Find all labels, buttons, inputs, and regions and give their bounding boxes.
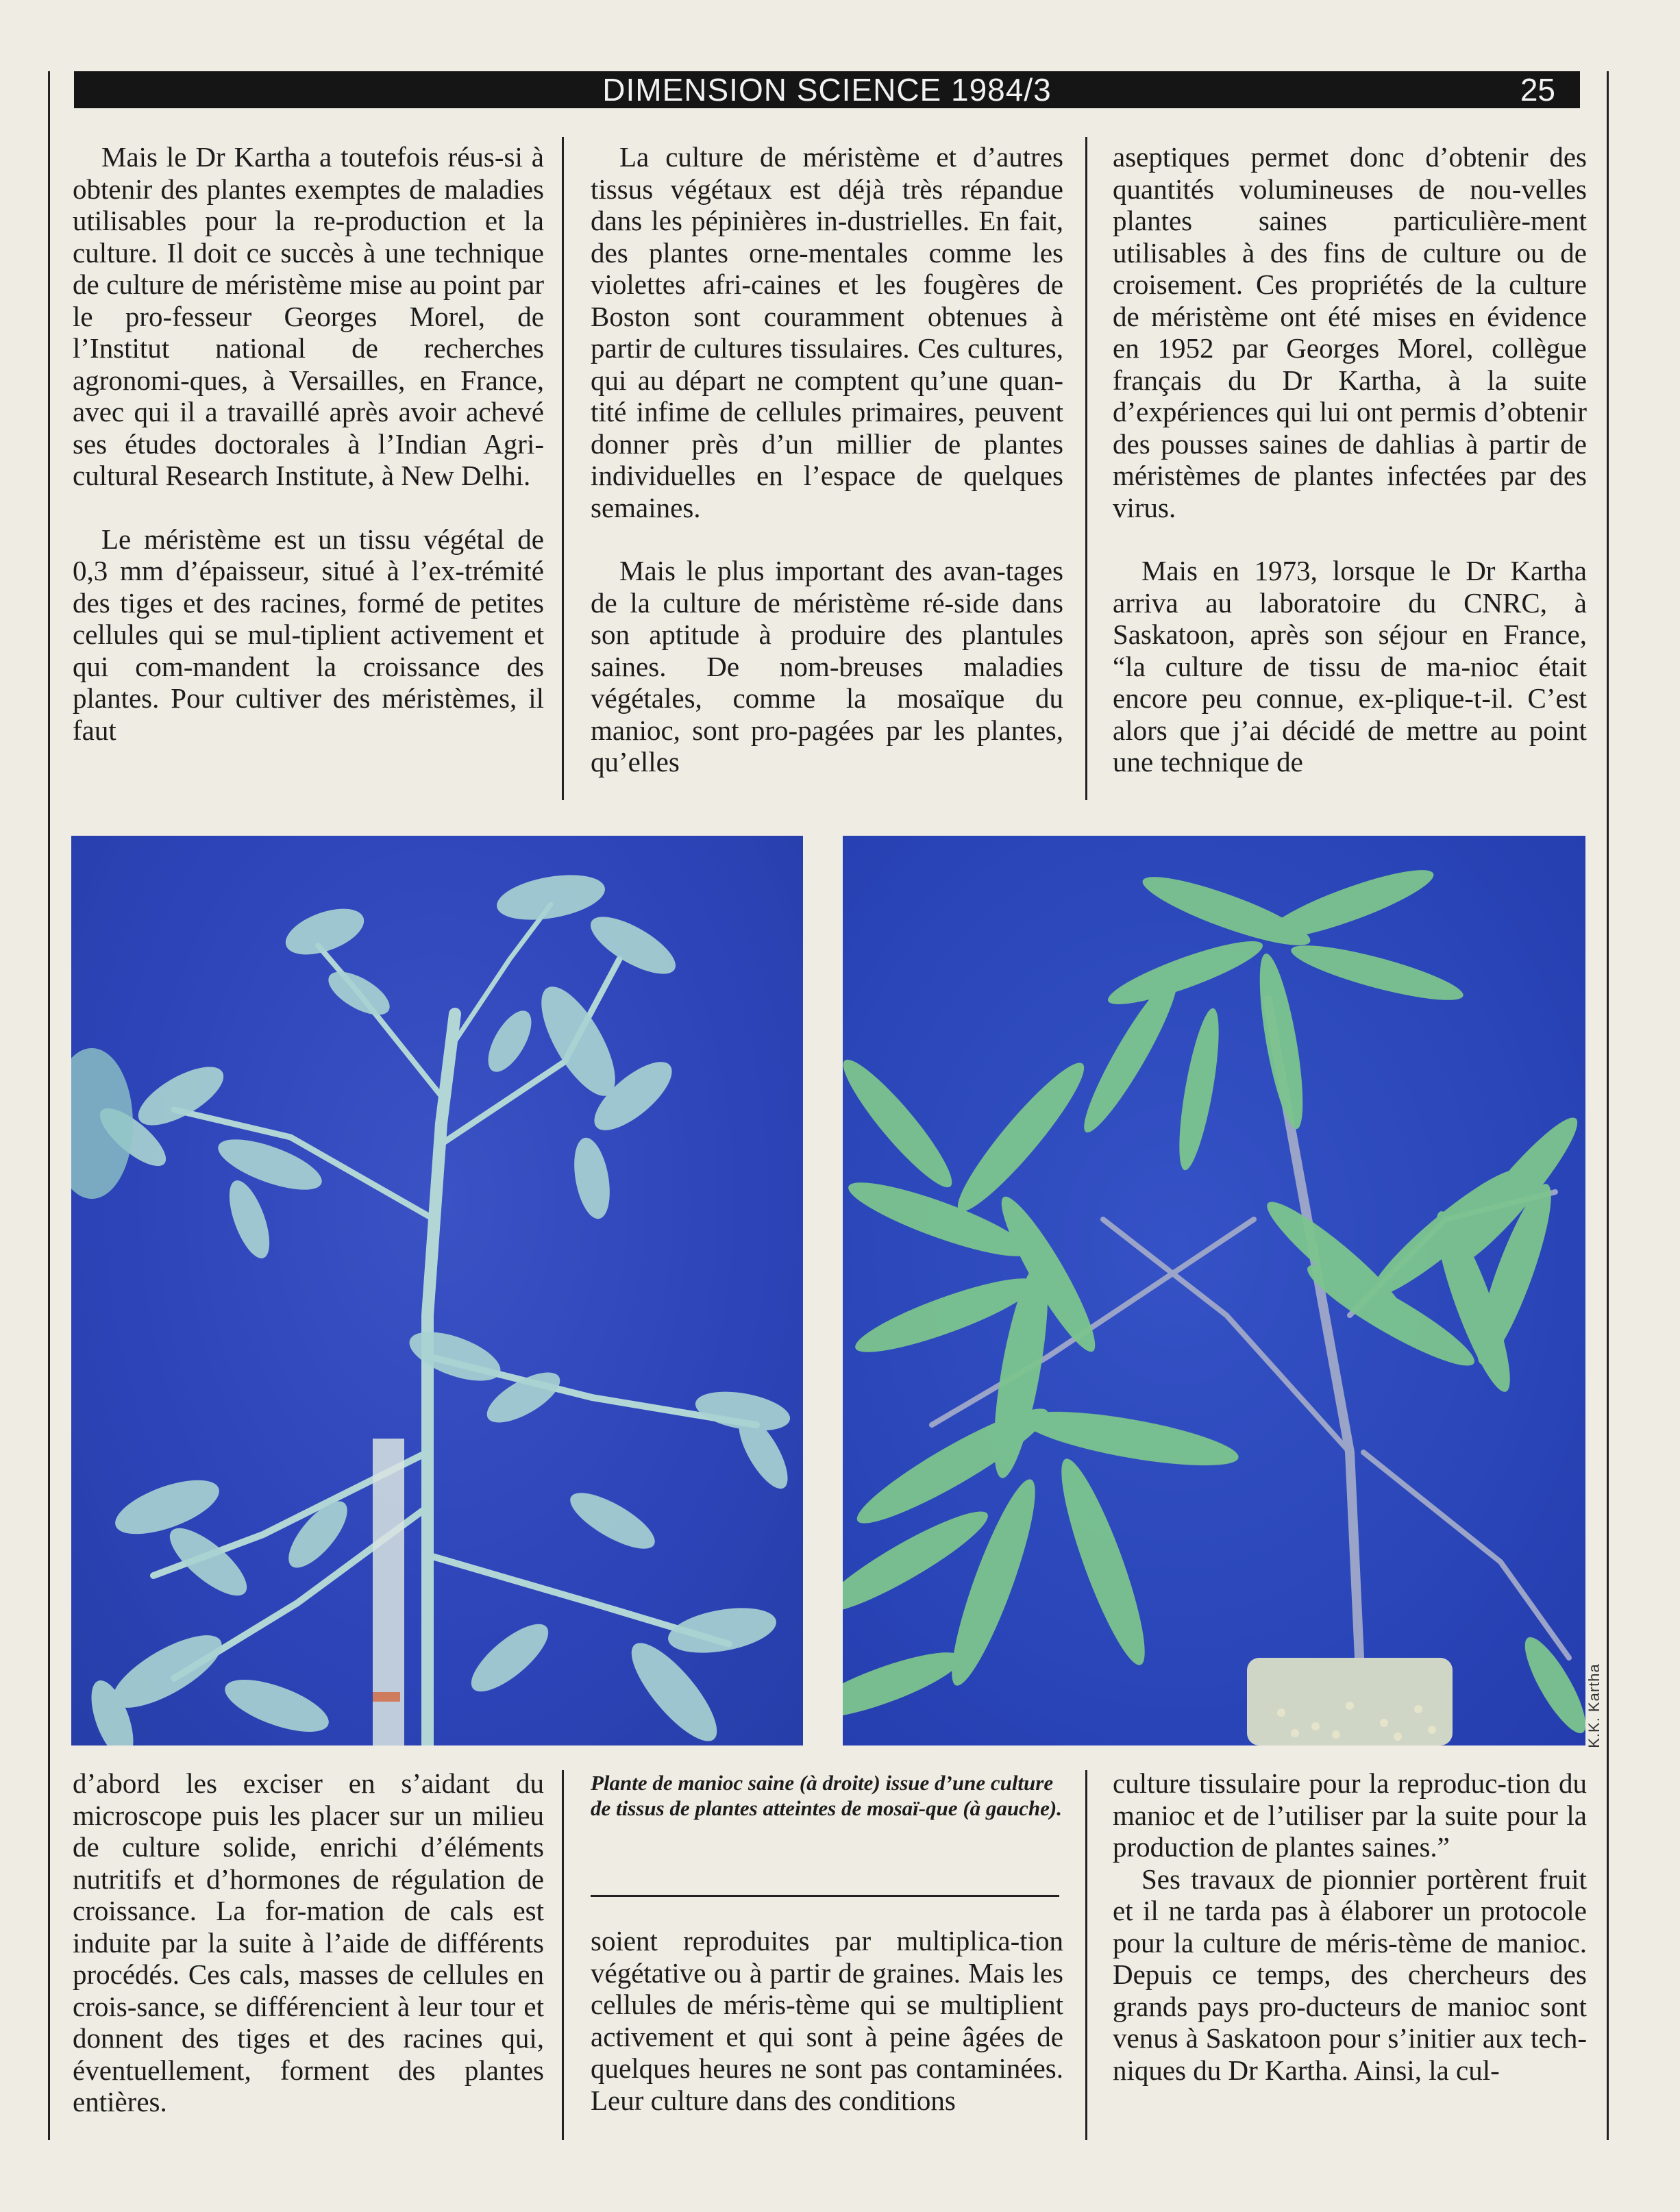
photo-healthy-cassava (843, 836, 1585, 1745)
column-divider (1085, 1770, 1087, 2140)
diseased-plant-illustration (71, 836, 803, 1745)
photo-credit-text: K.K. Kartha (1585, 1663, 1603, 1748)
paragraph: d’abord les exciser en s’aidant du microscope puis les placer sur un milieu de culture solide, enrichi d’éléments nutritifs et d’hormones de régulation de croissance. La for-mation de cals est induite par la suite à l’aide de différents procédés. Ces cals, masses de cellules en crois-sance, se différencient à leur tour et donnent des tiges et des racines qui, éventuellement, forment des plantes entières. (73, 1767, 544, 2117)
column-divider (562, 137, 564, 800)
text-column-top-left (73, 141, 544, 746)
magazine-title: DIMENSION SCIENCE 1984/3 (602, 72, 1052, 108)
page-number: 25 (1520, 72, 1555, 108)
paragraph: culture tissulaire pour la reproduc-tion du manioc et de l’utiliser par la suite pour la production de plantes saines.” (1113, 1767, 1587, 1863)
photo-diseased-cassava (71, 836, 803, 1745)
column-divider (562, 1770, 564, 2140)
text-column-top-right (1113, 141, 1587, 778)
healthy-plant-illustration (843, 836, 1585, 1745)
text-column-bottom-middle (591, 1925, 1063, 2116)
caption-rule (591, 1895, 1059, 1897)
paragraph: aseptiques permet donc d’obtenir des quantités volumineuses de nou-velles plantes saines particulière-ment utilisables à des fins de culture ou de croisement. Ces propriétés de la culture de méristème ont été mises en évidence en 1952 par Georges Morel, collègue français du Dr Kartha, à la suite d’expériences qui lui ont permis d’obtenir des pousses saines de dahlias à partir de méristèmes de plantes infectées par des virus. (1113, 141, 1587, 523)
photo-caption: Plante de manioc saine (à droite) issue d’une culture de tissus de plantes atteintes de mosaï-que (à gauche). (591, 1771, 1063, 1820)
paragraph: Le méristème est un tissu végétal de 0,3 mm d’épaisseur, situé à l’ex-trémité des tiges et des racines, formé de petites cellules qui se mul-tiplient activement et qui com-mandent la croissance des plantes. Pour cultiver des méristèmes, il faut (73, 523, 544, 746)
left-margin-rule (48, 71, 50, 2140)
paragraph: Mais le Dr Kartha a toutefois réus-si à obtenir des plantes exemptes de maladies utilisables pour la re-production et la culture. Il doit ce succès à une technique de culture de méristème mise au point par le pro-fesseur Georges Morel, de l’Institut national de recherches agronomi-ques, à Versailles, en France, avec qui il a travaillé après avoir achevé ses études doctorales à l’Indian Agri-cultural Research Institute, à New Delhi. (73, 141, 544, 491)
paragraph: Mais le plus important des avan-tages de la culture de méristème ré-side dans son aptitude à produire des plantules saines. De nom-breuses maladies végétales, comme la mosaïque du manioc, sont pro-pagées par les plantes, qu’elles (591, 555, 1063, 778)
paragraph: Mais en 1973, lorsque le Dr Kartha arriva au laboratoire du CNRC, à Saskatoon, après son séjour en France, “la culture de tissu de ma-nioc était encore peu connue, ex-plique-t-il. C’est alors que j’ai décidé de mettre au point une technique de (1113, 555, 1587, 778)
text-column-bottom-left (73, 1767, 544, 2118)
paragraph: Ses travaux de pionnier portèrent fruit et il ne tarda pas à élaborer un protocole pour la culture de méris-tème de manioc. Depuis ce temps, des chercheurs des grands pays pro-ducteurs de manioc sont venus à Saskatoon pour s’initier aux tech-niques du Dr Kartha. Ainsi, la cul- (1113, 1863, 1587, 2086)
photo-credit (1584, 1658, 1605, 1754)
paragraph: La culture de méristème et d’autres tissus végétaux est déjà très répandue dans les pépinières in-dustrielles. En fait, des plantes orne-mentales comme les violettes afri-caines et les fougères de Boston sont couramment obtenues à partir de cultures tissulaires. Ces cultures, qui au départ ne comptent qu’une quan-tité infime de cellules primaires, peuvent donner près d’un millier de plantes individuelles en l’espace de quelques semaines. (591, 141, 1063, 523)
text-column-top-middle (591, 141, 1063, 778)
right-margin-rule (1607, 71, 1609, 2140)
paragraph: soient reproduites par multiplica-tion végétative ou à partir de graines. Mais les cellules de méris-tème qui se multiplient activement et qui sont à peine âgées de quelques heures ne sont pas contaminées. Leur culture dans des conditions (591, 1925, 1063, 2116)
text-column-bottom-right (1113, 1767, 1587, 2086)
header-bar (74, 71, 1580, 108)
column-divider (1085, 137, 1087, 800)
